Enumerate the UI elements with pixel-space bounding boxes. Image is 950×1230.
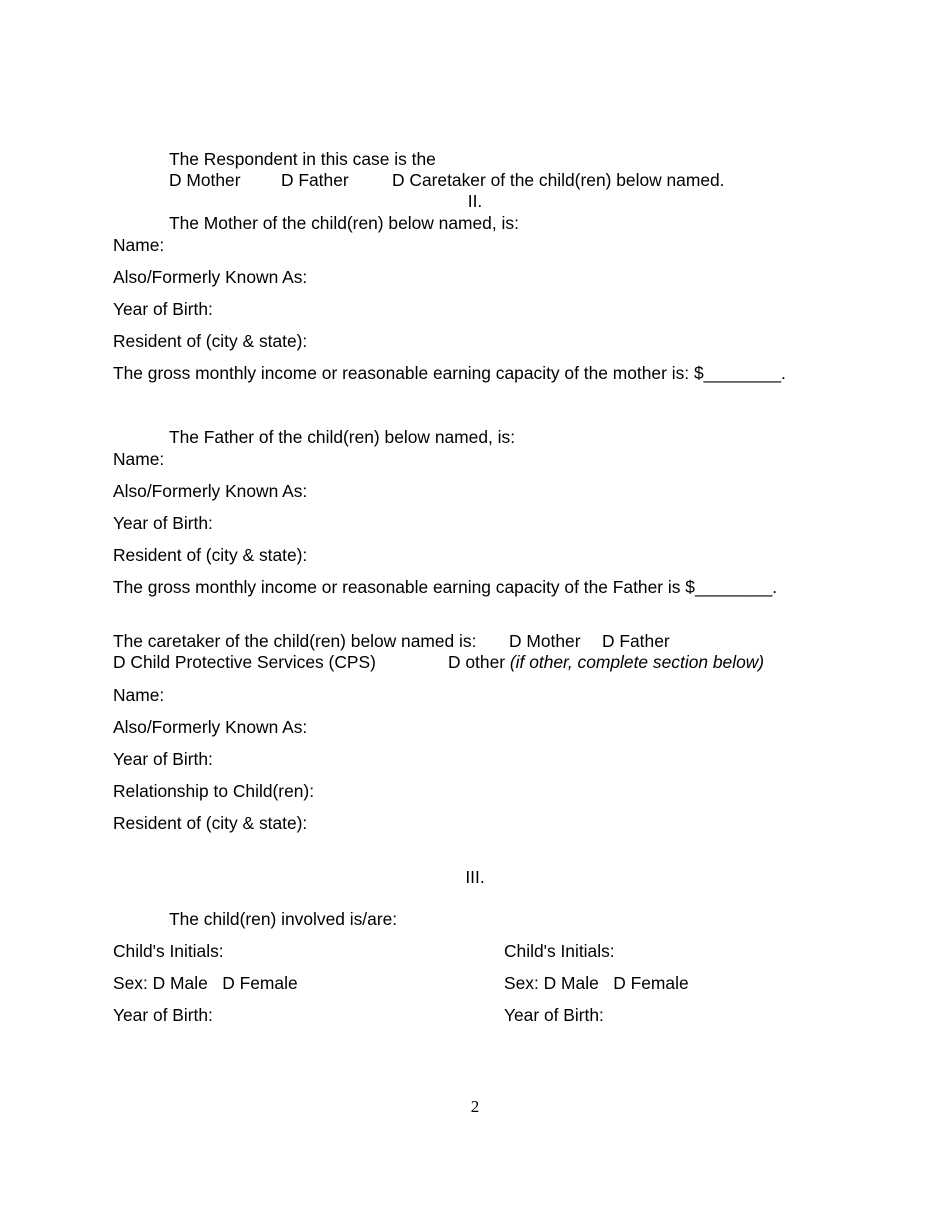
child-1-sex-label: Sex: [113,973,148,993]
father-resident-label: Resident of (city & state): [113,545,308,565]
child-2-sex-label: Sex: [504,973,539,993]
father-aka-label: Also/Formerly Known As: [113,481,308,501]
mother-name-label: Name: [113,235,165,255]
caretaker-option-other-label: D other [448,652,506,672]
caretaker-option-father[interactable]: D Father [602,631,670,651]
father-name-label: Name: [113,449,165,469]
caretaker-relationship-label: Relationship to Child(ren): [113,781,315,801]
child-2-option-female[interactable]: D Female [613,973,689,993]
child-1-sex-row [113,975,298,992]
caretaker-option-other[interactable] [448,654,764,671]
child-2-initials-label: Child's Initials: [504,941,615,961]
caretaker-option-other-note: (if other, complete section below) [509,652,765,672]
child-1-birth-label: Year of Birth: [113,1005,213,1025]
mother-intro: The Mother of the child(ren) below named, is: [169,213,519,233]
children-intro: The child(ren) involved is/are: [169,909,398,929]
caretaker-intro: The caretaker of the child(ren) below named is: [113,631,477,651]
caretaker-aka-label: Also/Formerly Known As: [113,717,308,737]
mother-birth-label: Year of Birth: [113,299,213,319]
caretaker-option-cps[interactable]: D Child Protective Services (CPS) [113,652,376,672]
respondent-option-father[interactable]: D Father [281,170,349,190]
father-intro: The Father of the child(ren) below named, is: [169,427,516,447]
child-1-option-male[interactable]: D Male [152,973,208,993]
respondent-option-mother[interactable]: D Mother [169,170,241,190]
caretaker-name-label: Name: [113,685,165,705]
section-ii-heading: II. [467,191,483,211]
caretaker-option-mother[interactable]: D Mother [509,631,581,651]
child-2-option-male[interactable]: D Male [543,973,599,993]
caretaker-resident-label: Resident of (city & state): [113,813,308,833]
mother-resident-label: Resident of (city & state): [113,331,308,351]
respondent-intro: The Respondent in this case is the [169,149,436,169]
child-2-sex-row [504,975,689,992]
child-1-option-female[interactable]: D Female [222,973,298,993]
caretaker-birth-label: Year of Birth: [113,749,213,769]
father-birth-label: Year of Birth: [113,513,213,533]
child-2-birth-label: Year of Birth: [504,1005,604,1025]
mother-aka-label: Also/Formerly Known As: [113,267,308,287]
mother-income-line: The gross monthly income or reasonable earning capacity of the mother is: $________. [113,363,786,383]
father-income-line: The gross monthly income or reasonable earning capacity of the Father is $________. [113,577,778,597]
child-1-initials-label: Child's Initials: [113,941,224,961]
respondent-option-caretaker[interactable]: D Caretaker of the child(ren) below named. [392,170,725,190]
section-iii-heading: III. [465,867,485,887]
page-number: 2 [470,1097,480,1116]
